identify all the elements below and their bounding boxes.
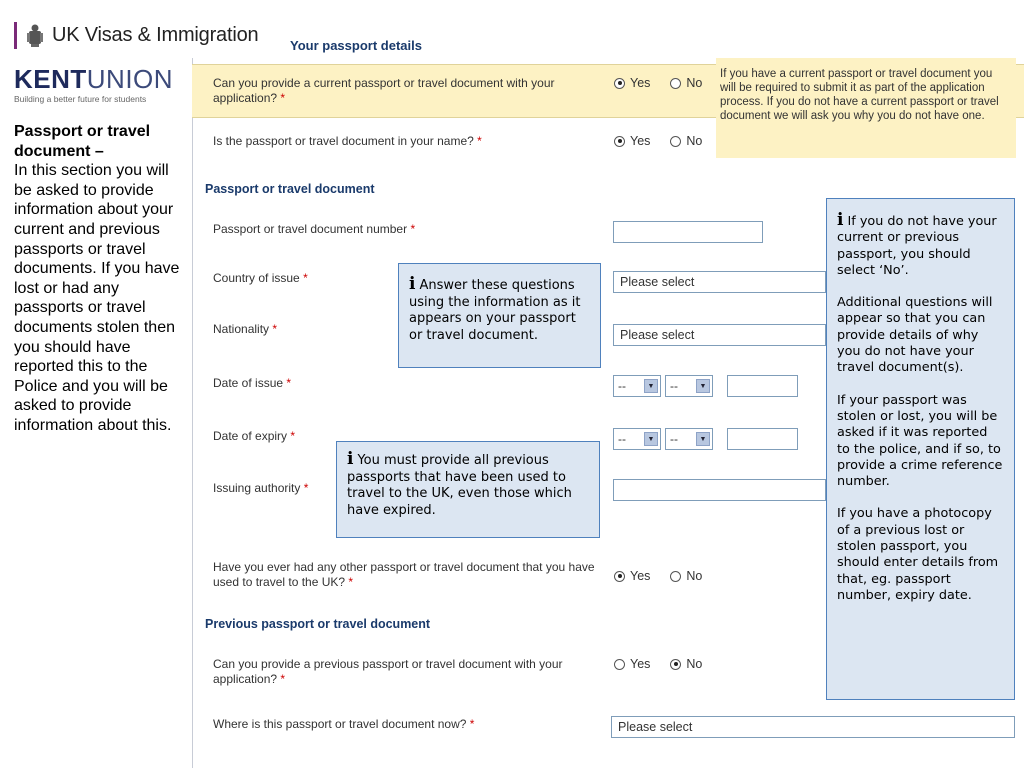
dropdown-arrow-icon: ▼ [644,432,658,446]
label-nationality: Nationality * [213,322,278,336]
label-where-now: Where is this passport or travel document now? * [213,717,475,731]
label-issuing-authority: Issuing authority * [213,481,309,495]
logo-union: UNION [86,64,174,94]
label-country-of-issue: Country of issue * [213,271,308,285]
radio-yes[interactable]: Yes [614,569,650,583]
issue-month-select[interactable]: -- ▼ [665,375,713,397]
dropdown-arrow-icon: ▼ [696,379,710,393]
section-heading-previous: Previous passport or travel document [205,617,431,631]
callout-no-passport: i If you do not have your current or previous passport, you should select ‘No’. Additional questions will appear so that you can provide details of why you do not have your travel document(s). If your passport was stolen or lost, you will be asked if it was reported to the police, and if so, to provide a crime reference number. If you have a photocopy of a previous lost or stolen passport, you should enter details from that, eg. passport number, expiry date. [826,198,1015,700]
radio-group-other-passport [614,569,722,583]
expiry-year-input[interactable] [727,428,798,450]
current-passport-help: If you have a current passport or travel document you will be required to submit it as part of the application process. If you do not have a current passport or travel document we will ask you why you do not have one. [716,58,1016,158]
question-in-your-name: Is the passport or travel document in your name? * [213,134,482,148]
label-date-of-issue: Date of issue * [213,376,292,390]
radio-group-current-passport [614,76,722,90]
issue-year-input[interactable] [727,375,798,397]
section-heading-passport: Passport or travel document [205,182,375,196]
radio-yes[interactable]: Yes [614,657,650,671]
radio-no[interactable]: No [670,569,702,583]
ukvi-brand [14,22,258,49]
expiry-month-select[interactable]: -- ▼ [665,428,713,450]
dropdown-arrow-icon: ▼ [644,379,658,393]
issue-day-select[interactable]: -- ▼ [613,375,661,397]
radio-no[interactable]: No [670,657,702,671]
passport-number-input[interactable] [613,221,763,243]
kent-union-logo [14,66,173,104]
explanation-body: In this section you will be asked to provide information about your current and previous passports or travel documents. If you have lost or had any passports or travel documents stolen then you should have reported this to the Police and you will be asked to provide information about this. [14,162,180,434]
callout-answer: i Answer these questions using the information as it appears on your passport or travel document. [398,263,601,368]
brand-title: UK Visas & Immigration [52,24,259,46]
info-icon: i [409,274,416,294]
radio-group-in-your-name [614,134,722,148]
label-passport-number: Passport or travel document number * [213,222,416,236]
label-date-of-expiry: Date of expiry * [213,429,296,443]
logo-tagline: Building a better future for students [14,94,147,104]
where-now-select[interactable]: Please select [611,716,1015,738]
section-explanation [14,122,186,436]
crest-icon [25,23,45,48]
radio-yes[interactable]: Yes [614,134,650,148]
radio-selected-icon [614,78,625,89]
explanation-heading: Passport or travel document – [14,123,151,160]
radio-empty-icon [670,136,681,147]
info-icon: i [347,449,354,469]
callout-previous: i You must provide all previous passports that have been used to travel to the UK, even those which have expired. [336,441,600,538]
info-icon: i [837,210,844,230]
radio-selected-icon [670,659,681,670]
nationality-select[interactable]: Please select [613,324,826,346]
radio-empty-icon [614,659,625,670]
country-of-issue-select[interactable]: Please select [613,271,826,293]
question-previous-passport: Can you provide a previous passport or travel document with your application? * [213,657,563,686]
radio-no[interactable]: No [670,76,702,90]
radio-group-previous-passport [614,657,722,671]
dropdown-arrow-icon: ▼ [696,432,710,446]
form-title: Your passport details [290,38,422,53]
expiry-day-select[interactable]: -- ▼ [613,428,661,450]
radio-no[interactable]: No [670,134,702,148]
radio-empty-icon [670,78,681,89]
question-other-passport: Have you ever had any other passport or travel document that you have used to travel to the UK? * [213,560,595,589]
radio-selected-icon [614,136,625,147]
radio-yes[interactable]: Yes [614,76,650,90]
logo-kent: KENT [14,64,87,94]
radio-selected-icon [614,571,625,582]
brand-divider [14,22,17,49]
radio-empty-icon [670,571,681,582]
question-label: Can you provide a current passport or travel document with your application? [213,76,555,105]
issuing-authority-input[interactable] [613,479,826,501]
required-mark: * [280,91,286,105]
